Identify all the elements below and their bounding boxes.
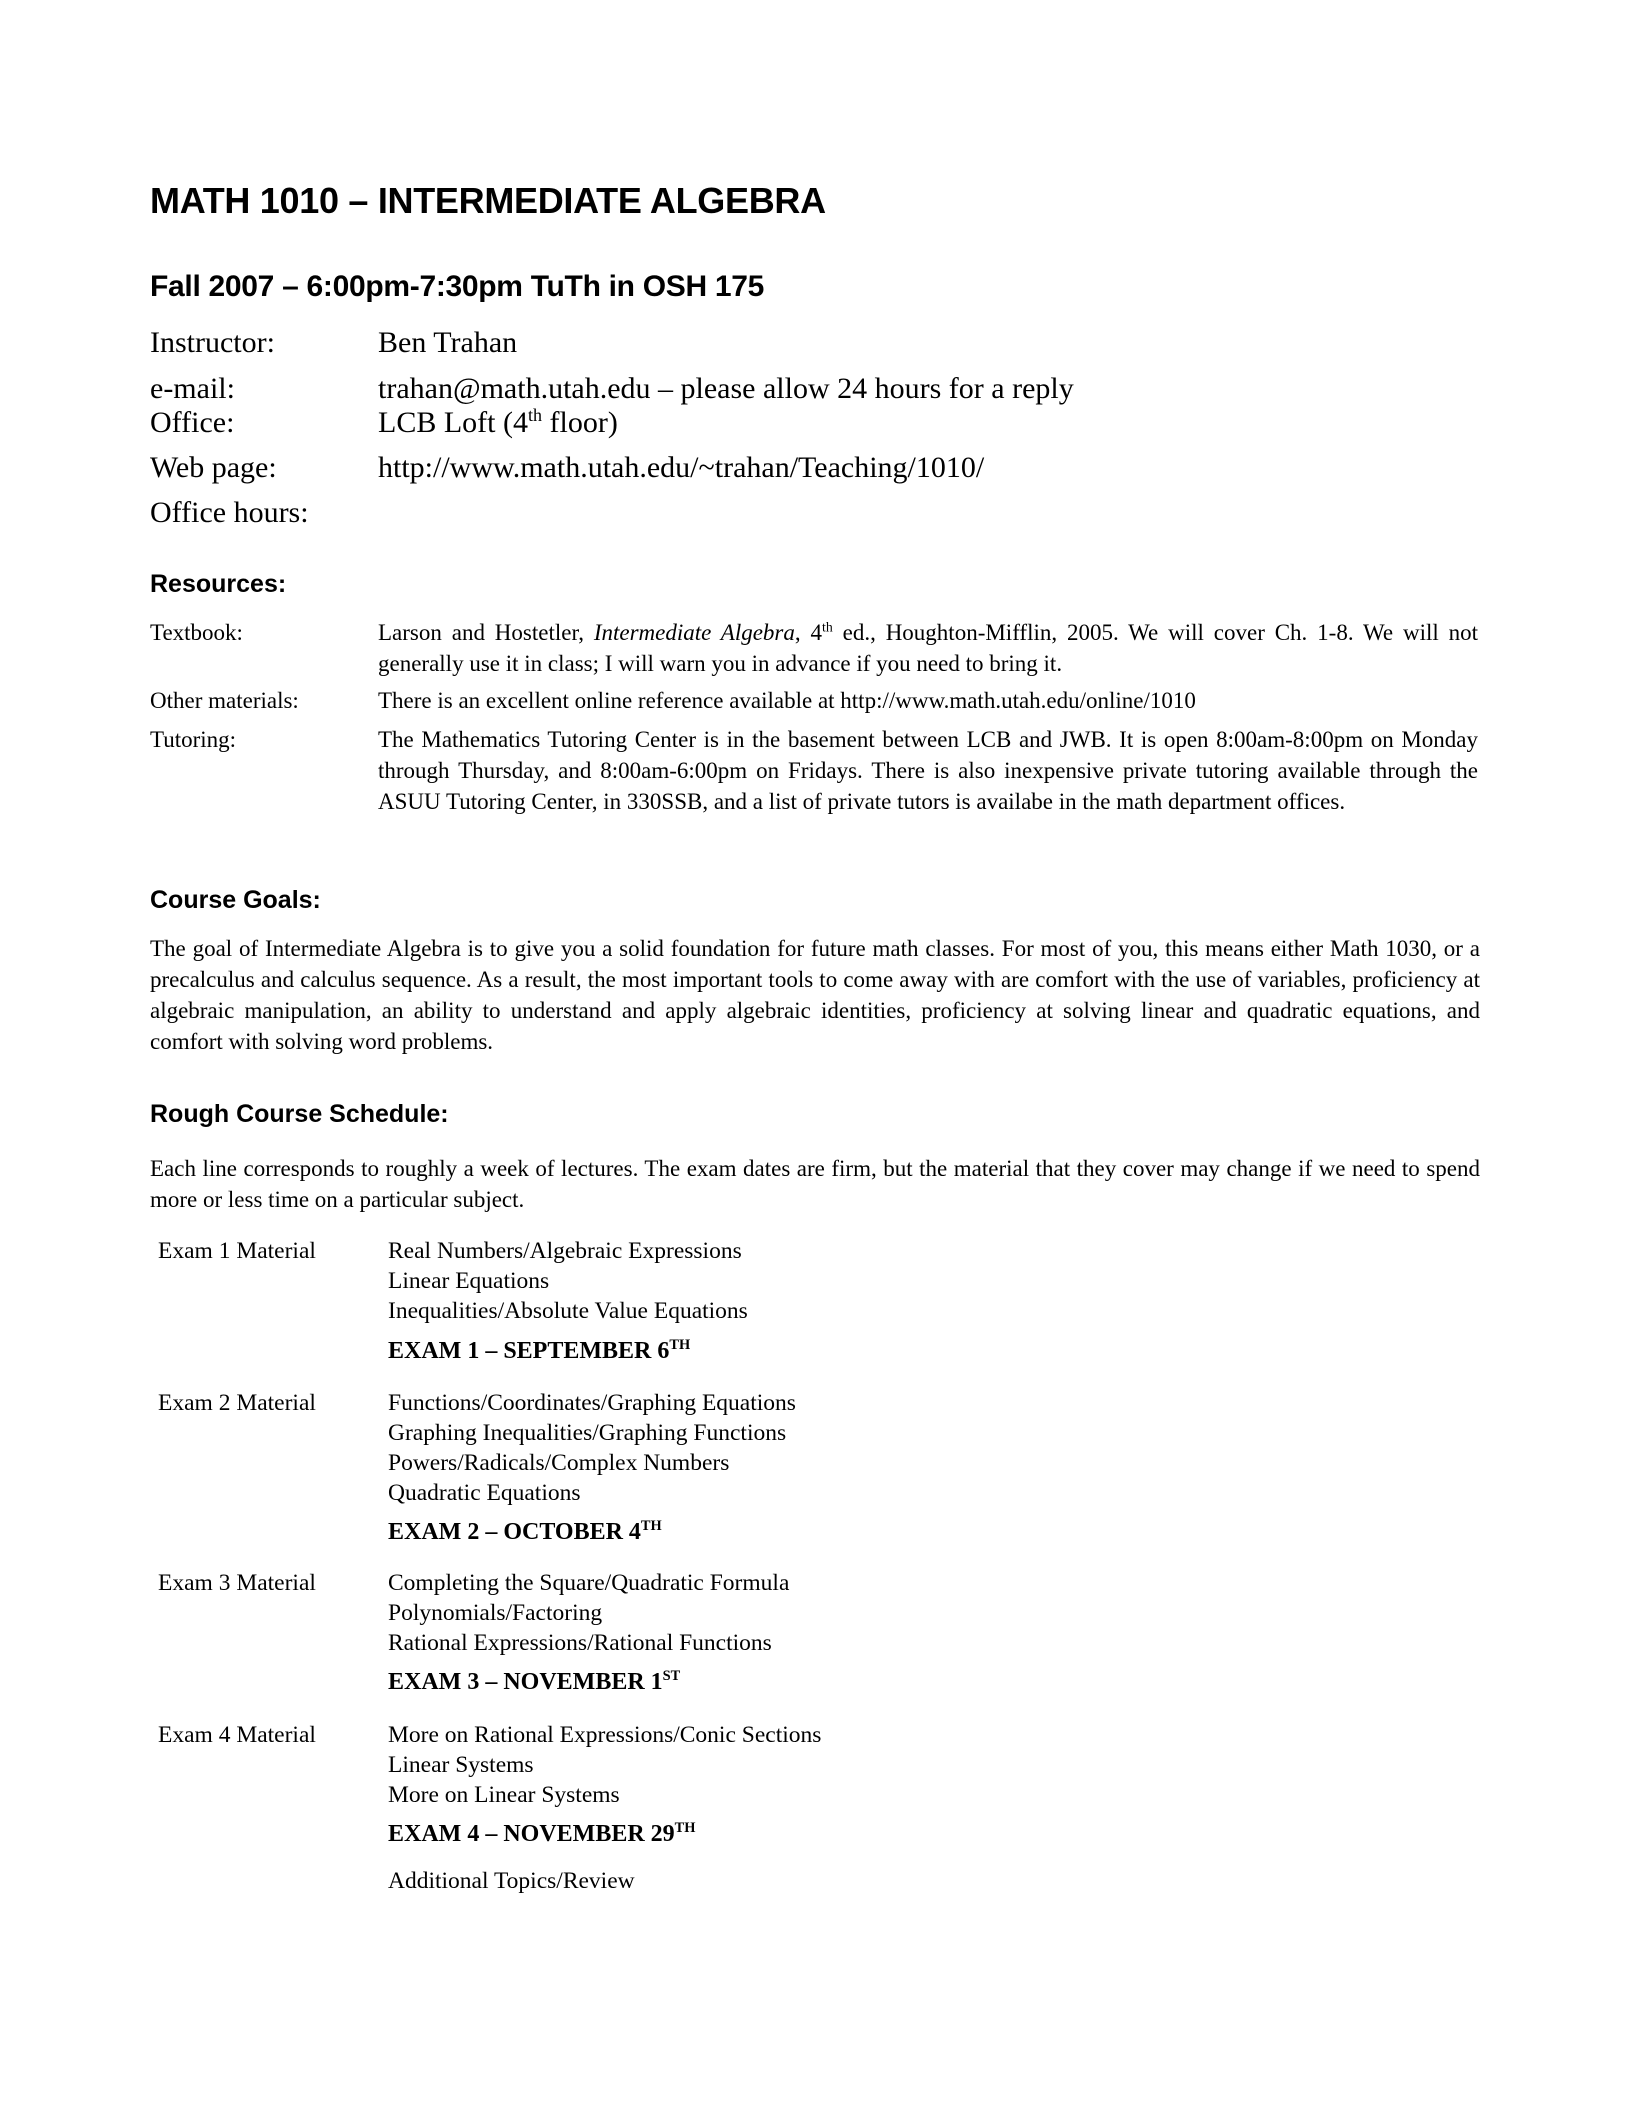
schedule-intro: Each line corresponds to roughly a week of lectures. The exam dates are firm, but the material that they cover may change if we need to spend more or less time on a particular subject. [150,1156,1480,1212]
office-value: LCB Loft (4th floor) [378,405,618,439]
schedule-item: Rational Expressions/Rational Functions [388,1630,772,1656]
email-value: trahan@math.utah.edu – please allow 24 hours for a reply [378,372,1074,405]
schedule-item: Linear Equations [388,1268,550,1294]
resources-heading: Resources: [150,570,287,598]
office-hours-label: Office hours: [150,496,309,529]
other-materials-value: There is an excellent online reference available at http://www.math.utah.edu/online/1010 [378,688,1196,713]
schedule-item: Completing the Square/Quadratic Formula [388,1570,790,1596]
schedule-heading: Rough Course Schedule: [150,1100,449,1128]
exam-material-label: Exam 3 Material [158,1570,316,1596]
course-time-subtitle: Fall 2007 – 6:00pm-7:30pm TuTh in OSH 175 [150,270,765,303]
exam-date: EXAM 1 – SEPTEMBER 6TH [388,1337,691,1364]
exam-material-label: Exam 1 Material [158,1238,316,1264]
schedule-item: More on Rational Expressions/Conic Sections [388,1722,822,1748]
schedule-item: Functions/Coordinates/Graphing Equations [388,1390,796,1416]
page-title: MATH 1010 – INTERMEDIATE ALGEBRA [150,180,826,221]
exam-date: EXAM 2 – OCTOBER 4TH [388,1518,662,1545]
tutoring-value: The Mathematics Tutoring Center is in the basement between LCB and JWB. It is open 8:00am-8:00pm on Monday through Thursday, and 8:00am-6:00pm on Fridays. There is also inexpensive private tutoring available through the ASUU Tutoring Center, in 330SSB, and a list of private tutors is availabe in the math department offices. [378,727,1478,814]
instructor-label: Instructor: [150,326,275,359]
schedule-item: Quadratic Equations [388,1480,581,1506]
schedule-item: Graphing Inequalities/Graphing Functions [388,1420,787,1446]
exam-material-label: Exam 2 Material [158,1390,316,1416]
schedule-item: Powers/Radicals/Complex Numbers [388,1450,730,1476]
schedule-item: Additional Topics/Review [388,1868,635,1894]
course-goals-text: The goal of Intermediate Algebra is to give you a solid foundation for future math classes. For most of you, this means either Math 1030, or a precalculus and calculus sequence. As a result, the most important tools to come away with are comfort with the use of variables, proficiency at algebraic manipulation, an ability to understand and apply algebraic identities, proficiency at solving linear and quadratic equations, and comfort with solving word problems. [150,936,1480,1054]
schedule-item: Linear Systems [388,1752,534,1778]
other-materials-label: Other materials: [150,688,299,713]
course-goals-heading: Course Goals: [150,886,321,914]
schedule-item: More on Linear Systems [388,1782,620,1808]
textbook-value: Larson and Hostetler, Intermediate Algebra, 4th ed., Houghton-Mifflin, 2005. We will cover Ch. 1-8. We will not generally use it in class; I will warn you in advance if you need to bring it. [378,619,1479,676]
textbook-label: Textbook: [150,620,243,645]
web-link[interactable]: http://www.math.utah.edu/~trahan/Teaching/1010/ [378,451,985,484]
schedule-item: Real Numbers/Algebraic Expressions [388,1238,742,1264]
schedule-item: Inequalities/Absolute Value Equations [388,1298,748,1324]
exam-date: EXAM 3 – NOVEMBER 1ST [388,1668,681,1695]
email-label: e-mail: [150,372,235,405]
exam-date: EXAM 4 – NOVEMBER 29TH [388,1820,696,1847]
office-label: Office: [150,406,235,439]
instructor-name: Ben Trahan [378,326,518,359]
tutoring-label: Tutoring: [150,727,237,752]
schedule-item: Polynomials/Factoring [388,1600,603,1626]
exam-material-label: Exam 4 Material [158,1722,316,1748]
web-label: Web page: [150,451,277,484]
